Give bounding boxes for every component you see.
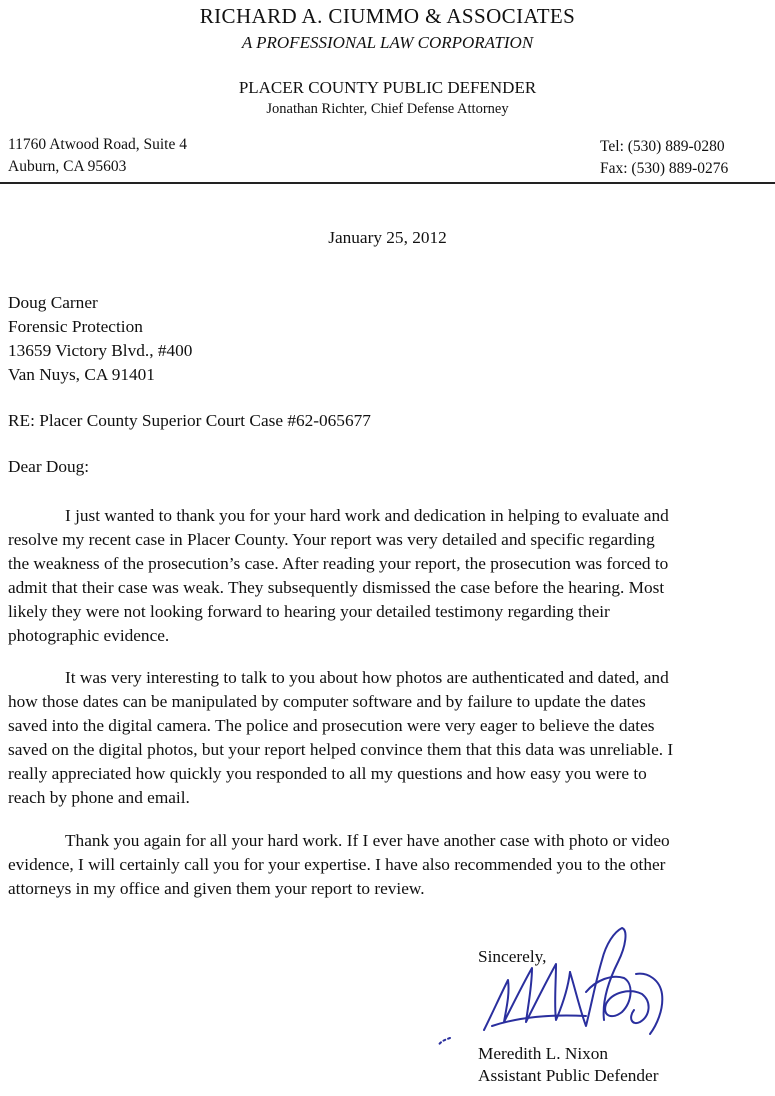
recipient-name: Doug Carner bbox=[8, 293, 98, 312]
office-address-line1: 11760 Atwood Road, Suite 4 bbox=[8, 136, 187, 153]
recipient-city: Van Nuys, CA 91401 bbox=[8, 365, 155, 384]
handwritten-signature bbox=[436, 922, 686, 1052]
paragraph-2-line: It was very interesting to talk to you about how photos are authenticated and dated, and bbox=[65, 668, 669, 687]
paragraph-2-line: saved on the digital photos, but your report helped convince them that this data was unreliable. I bbox=[8, 740, 674, 759]
office-fax: Fax: (530) 889-0276 bbox=[600, 160, 729, 177]
paragraph-1-line: likely they were not looking forward to hearing your detailed testimony regarding their bbox=[8, 602, 610, 621]
signer-name: Meredith L. Nixon bbox=[478, 1044, 609, 1063]
recipient-street: 13659 Victory Blvd., #400 bbox=[8, 341, 193, 360]
re-line: RE: Placer County Superior Court Case #62-065677 bbox=[8, 411, 371, 430]
chief-attorney: Jonathan Richter, Chief Defense Attorney bbox=[266, 101, 509, 117]
firm-type: A PROFESSIONAL LAW CORPORATION bbox=[241, 33, 534, 52]
salutation: Dear Doug: bbox=[8, 457, 90, 476]
paragraph-1-line: I just wanted to thank you for your hard work and dedication in helping to evaluate and bbox=[65, 506, 669, 525]
paragraph-3-line: Thank you again for all your hard work. If I ever have another case with photo or video bbox=[65, 831, 670, 850]
paragraph-2-line: saved into the digital camera. The police and prosecution were very eager to believe the dates bbox=[8, 716, 655, 735]
paragraph-2-line: reach by phone and email. bbox=[8, 788, 190, 807]
closing: Sincerely, bbox=[478, 947, 547, 966]
paragraph-3-line: attorneys in my office and given them your report to review. bbox=[8, 879, 425, 898]
signature-stroke bbox=[438, 1038, 450, 1046]
office-address-line2: Auburn, CA 95603 bbox=[8, 158, 127, 175]
paragraph-3-line: evidence, I will certainly call you for your expertise. I have also recommended you to the other bbox=[8, 855, 666, 874]
paragraph-1-line: the weakness of the prosecution’s case. After reading your report, the prosecution was forced to bbox=[8, 554, 669, 573]
letter-date: January 25, 2012 bbox=[328, 228, 447, 247]
paragraph-1-line: admit that their case was weak. They subsequently dismissed the case before the hearing. Most bbox=[8, 578, 665, 597]
paragraph-1-line: resolve my recent case in Placer County. Your report was very detailed and specific regarding bbox=[8, 530, 655, 549]
signature-stroke bbox=[484, 964, 570, 1030]
signer-title: Assistant Public Defender bbox=[478, 1066, 659, 1085]
paragraph-1-line: photographic evidence. bbox=[8, 626, 170, 645]
firm-name: RICHARD A. CIUMMO & ASSOCIATES bbox=[199, 4, 576, 28]
office-name: PLACER COUNTY PUBLIC DEFENDER bbox=[238, 78, 537, 97]
paragraph-2-line: how those dates can be manipulated by computer software and by failure to update the dates bbox=[8, 692, 646, 711]
signature-stroke bbox=[586, 977, 649, 1023]
paragraph-2-line: really appreciated how quickly you responded to all my questions and how easy you were to bbox=[8, 764, 647, 783]
letterhead-divider bbox=[0, 182, 775, 184]
recipient-company: Forensic Protection bbox=[8, 317, 143, 336]
office-telephone: Tel: (530) 889-0280 bbox=[600, 138, 725, 155]
